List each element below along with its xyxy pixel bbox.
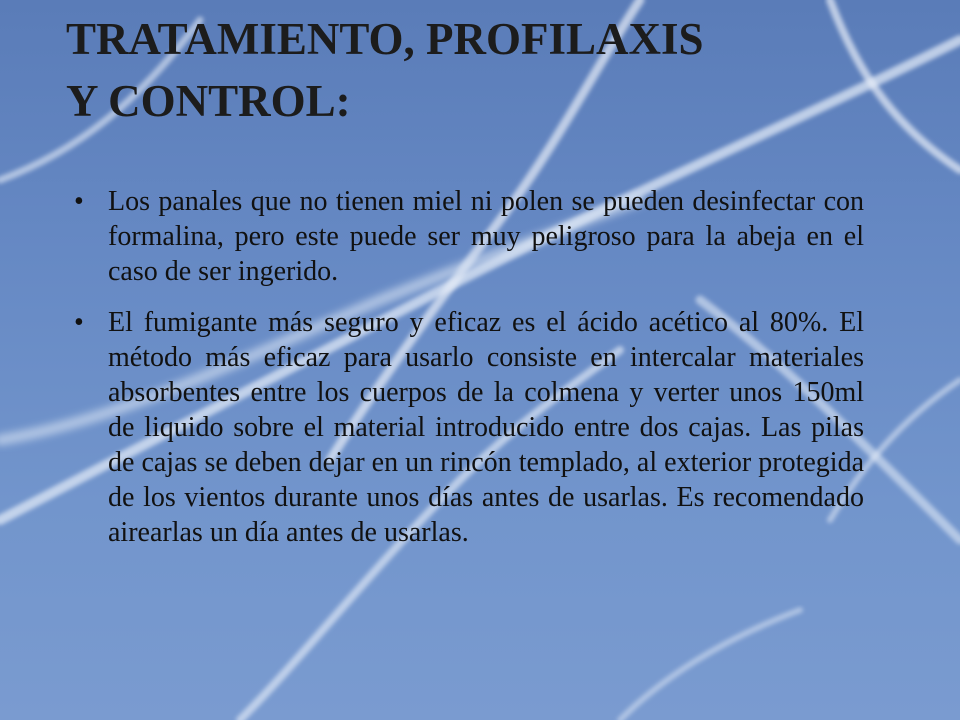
list-item xyxy=(74,305,864,550)
bullet-icon: • xyxy=(74,307,84,338)
bullet-icon: • xyxy=(74,186,84,217)
bullet-text: Los panales que no tienen miel ni polen se pueden desinfectar con formalina, pero este puede ser muy peligroso para la abeja en el caso de ser ingerido. xyxy=(108,186,864,287)
contrail xyxy=(620,610,800,720)
bullet-list xyxy=(74,184,864,566)
bullet-text: El fumigante más seguro y eficaz es el ácido acético al 80%. El método más eficaz para usarlo consiste en intercalar materiales absorbentes entre los cuerpos de la colmena y verter unos 150ml de liquido sobre el material introducido entre dos cajas. Las pilas de cajas se deben dejar en un rincón templado, al exterior protegida de los vientos durante unos días antes de usarlas. Es recomendado airearlas un día antes de usarlas. xyxy=(108,307,864,548)
slide-title: TRATAMIENTO, PROFILAXIS Y CONTROL: xyxy=(66,14,704,126)
list-item xyxy=(74,184,864,289)
